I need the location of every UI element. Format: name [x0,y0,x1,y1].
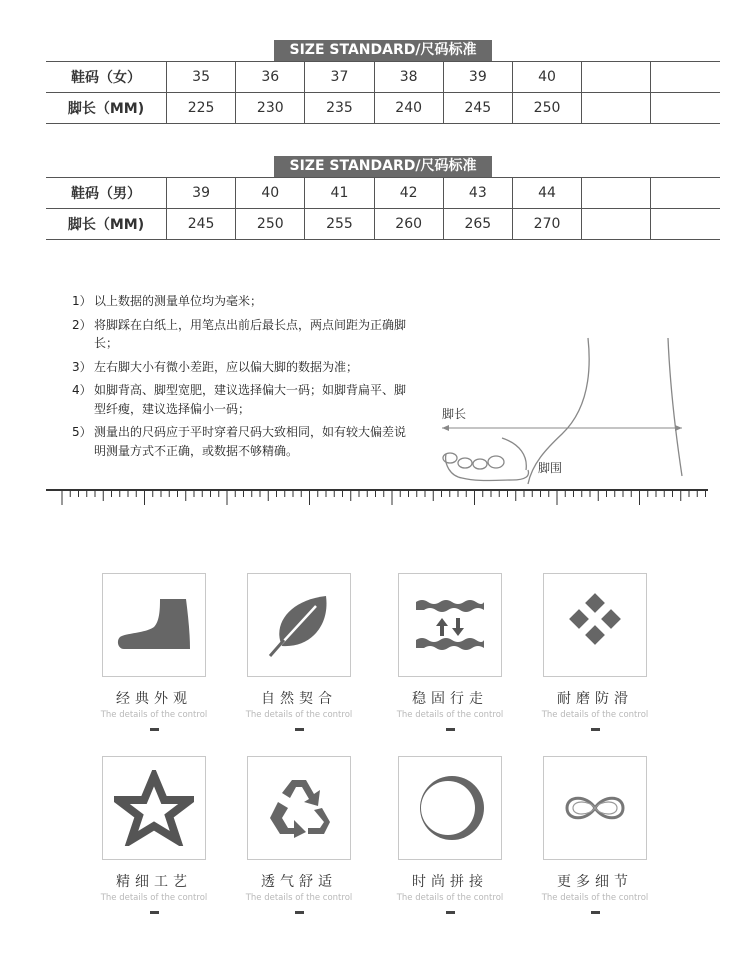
note-item [72,381,412,418]
arrow-right-icon [675,425,682,431]
table-cell: 240 [374,93,443,124]
feature-dash [591,911,600,914]
feature-dash [446,911,455,914]
feature-title: 自然契合 [261,691,337,707]
feature-icon-box [247,756,351,860]
table-cell [651,178,720,209]
table-cell: 260 [374,209,443,240]
feature-title: 更多细节 [557,874,633,890]
table-cell: 44 [512,178,581,209]
feature-title: 经典外观 [116,691,192,707]
table-cell [651,93,720,124]
feature-dash [150,728,159,731]
foot-girth-line [502,438,526,470]
note-text: 左右脚大小有微小差距，应以偏大脚的数据为准； [94,359,359,374]
note-number: 2） [72,317,92,332]
foot-measure-illustration [436,336,696,492]
foot-icon [116,597,192,653]
feature-dash [150,911,159,914]
feature-subtitle: The details of the control [245,893,353,903]
table-cell: 35 [167,62,236,93]
note-text: 如脚背高、脚型宽肥，建议选择偏大一码；如脚背扁平、脚型纤瘦，建议选择偏小一码； [94,383,407,416]
ruler-ticks [62,490,706,505]
table-row [46,209,720,240]
feature-icon-box [398,756,502,860]
table-cell: 36 [236,62,305,93]
toe [488,456,504,468]
row-label: 鞋码（男） [46,178,167,209]
note-item [72,292,412,311]
toe [473,459,487,469]
feature-item [94,756,214,914]
table-cell: 39 [167,178,236,209]
table-cell: 250 [512,93,581,124]
diamond-grid-icon [563,593,627,657]
table-cell: 230 [236,93,305,124]
feature-subtitle: The details of the control [396,710,504,720]
table-cell: 270 [512,209,581,240]
note-text: 将脚踩在白纸上，用笔点出前后最长点，两点间距为正确脚长； [94,317,407,350]
layers-arrows-icon [414,598,486,652]
feature-icon-box [102,573,206,677]
table-cell: 265 [443,209,512,240]
feature-icon-box [102,756,206,860]
star-icon [114,770,194,846]
table-cell: 38 [374,62,443,93]
note-number: 3） [72,359,92,374]
table-cell: 245 [167,209,236,240]
table-row [46,93,720,124]
arrow-left-icon [442,425,449,431]
feature-subtitle: The details of the control [541,893,649,903]
toe-outline [446,454,529,481]
feature-icon-box [543,756,647,860]
recycle-icon [264,776,334,840]
table-row [46,62,720,93]
feature-icon-box [247,573,351,677]
note-text: 测量出的尺码应于平时穿着尺码大致相同，如有较大偏差说明测量方式不正确，或数据不够精确。 [94,425,407,458]
table-cell: 225 [167,93,236,124]
table-cell: 40 [236,178,305,209]
foot-length-label: 脚长 [442,407,467,421]
feature-item [94,573,214,731]
feature-item [535,756,655,914]
table-cell: 41 [305,178,374,209]
feature-dash [446,728,455,731]
table-cell: 245 [443,93,512,124]
table-cell: 39 [443,62,512,93]
note-text: 以上数据的测量单位均为毫米； [94,294,263,308]
table-cell [582,93,651,124]
table-cell [651,62,720,93]
feature-title: 透气舒适 [261,874,337,890]
feature-item [239,756,359,914]
table-cell: 255 [305,209,374,240]
feature-subtitle: The details of the control [245,710,353,720]
table-cell: 37 [305,62,374,93]
table-cell: 42 [374,178,443,209]
size-table-men [46,177,720,240]
table-cell: 250 [236,209,305,240]
feature-title: 稳固行走 [412,691,488,707]
ruler [46,488,708,506]
foot-outline-heel [668,338,682,476]
size-standard-banner-women: SIZE STANDARD/尺码标准 [274,40,492,61]
feature-icon-box [398,573,502,677]
table-cell [582,178,651,209]
feature-subtitle: The details of the control [396,893,504,903]
foot-girth-label: 脚围 [538,461,563,475]
feature-title: 精细工艺 [116,874,192,890]
feature-icon-box [543,573,647,677]
size-table-women [46,61,720,124]
row-label: 鞋码（女） [46,62,167,93]
feature-dash [295,911,304,914]
feature-subtitle: The details of the control [541,710,649,720]
feature-subtitle: The details of the control [100,893,208,903]
feature-title: 耐磨防滑 [557,691,633,707]
table-cell [651,209,720,240]
feature-dash [295,728,304,731]
feature-subtitle: The details of the control [100,710,208,720]
feature-item [390,756,510,914]
feature-dash [591,728,600,731]
table-cell: 43 [443,178,512,209]
toe [458,458,472,468]
note-item [72,423,412,460]
infinity-icon [563,791,627,825]
table-cell [582,62,651,93]
table-cell: 40 [512,62,581,93]
row-label: 脚长（MM) [46,93,167,124]
measurement-notes [72,292,412,465]
note-number: 4） [72,383,92,397]
table-cell [582,209,651,240]
row-label: 脚长（MM) [46,209,167,240]
feature-item [239,573,359,731]
size-standard-banner-men: SIZE STANDARD/尺码标准 [274,156,492,177]
table-cell: 235 [305,93,374,124]
table-row [46,178,720,209]
leaf-icon [264,590,334,660]
note-number: 5） [72,425,92,439]
ring-icon [415,773,485,843]
feature-item [535,573,655,731]
feature-item [390,573,510,731]
note-item [72,358,412,377]
note-number: 1） [72,294,92,308]
feature-title: 时尚拼接 [412,874,488,890]
note-item [72,316,412,353]
